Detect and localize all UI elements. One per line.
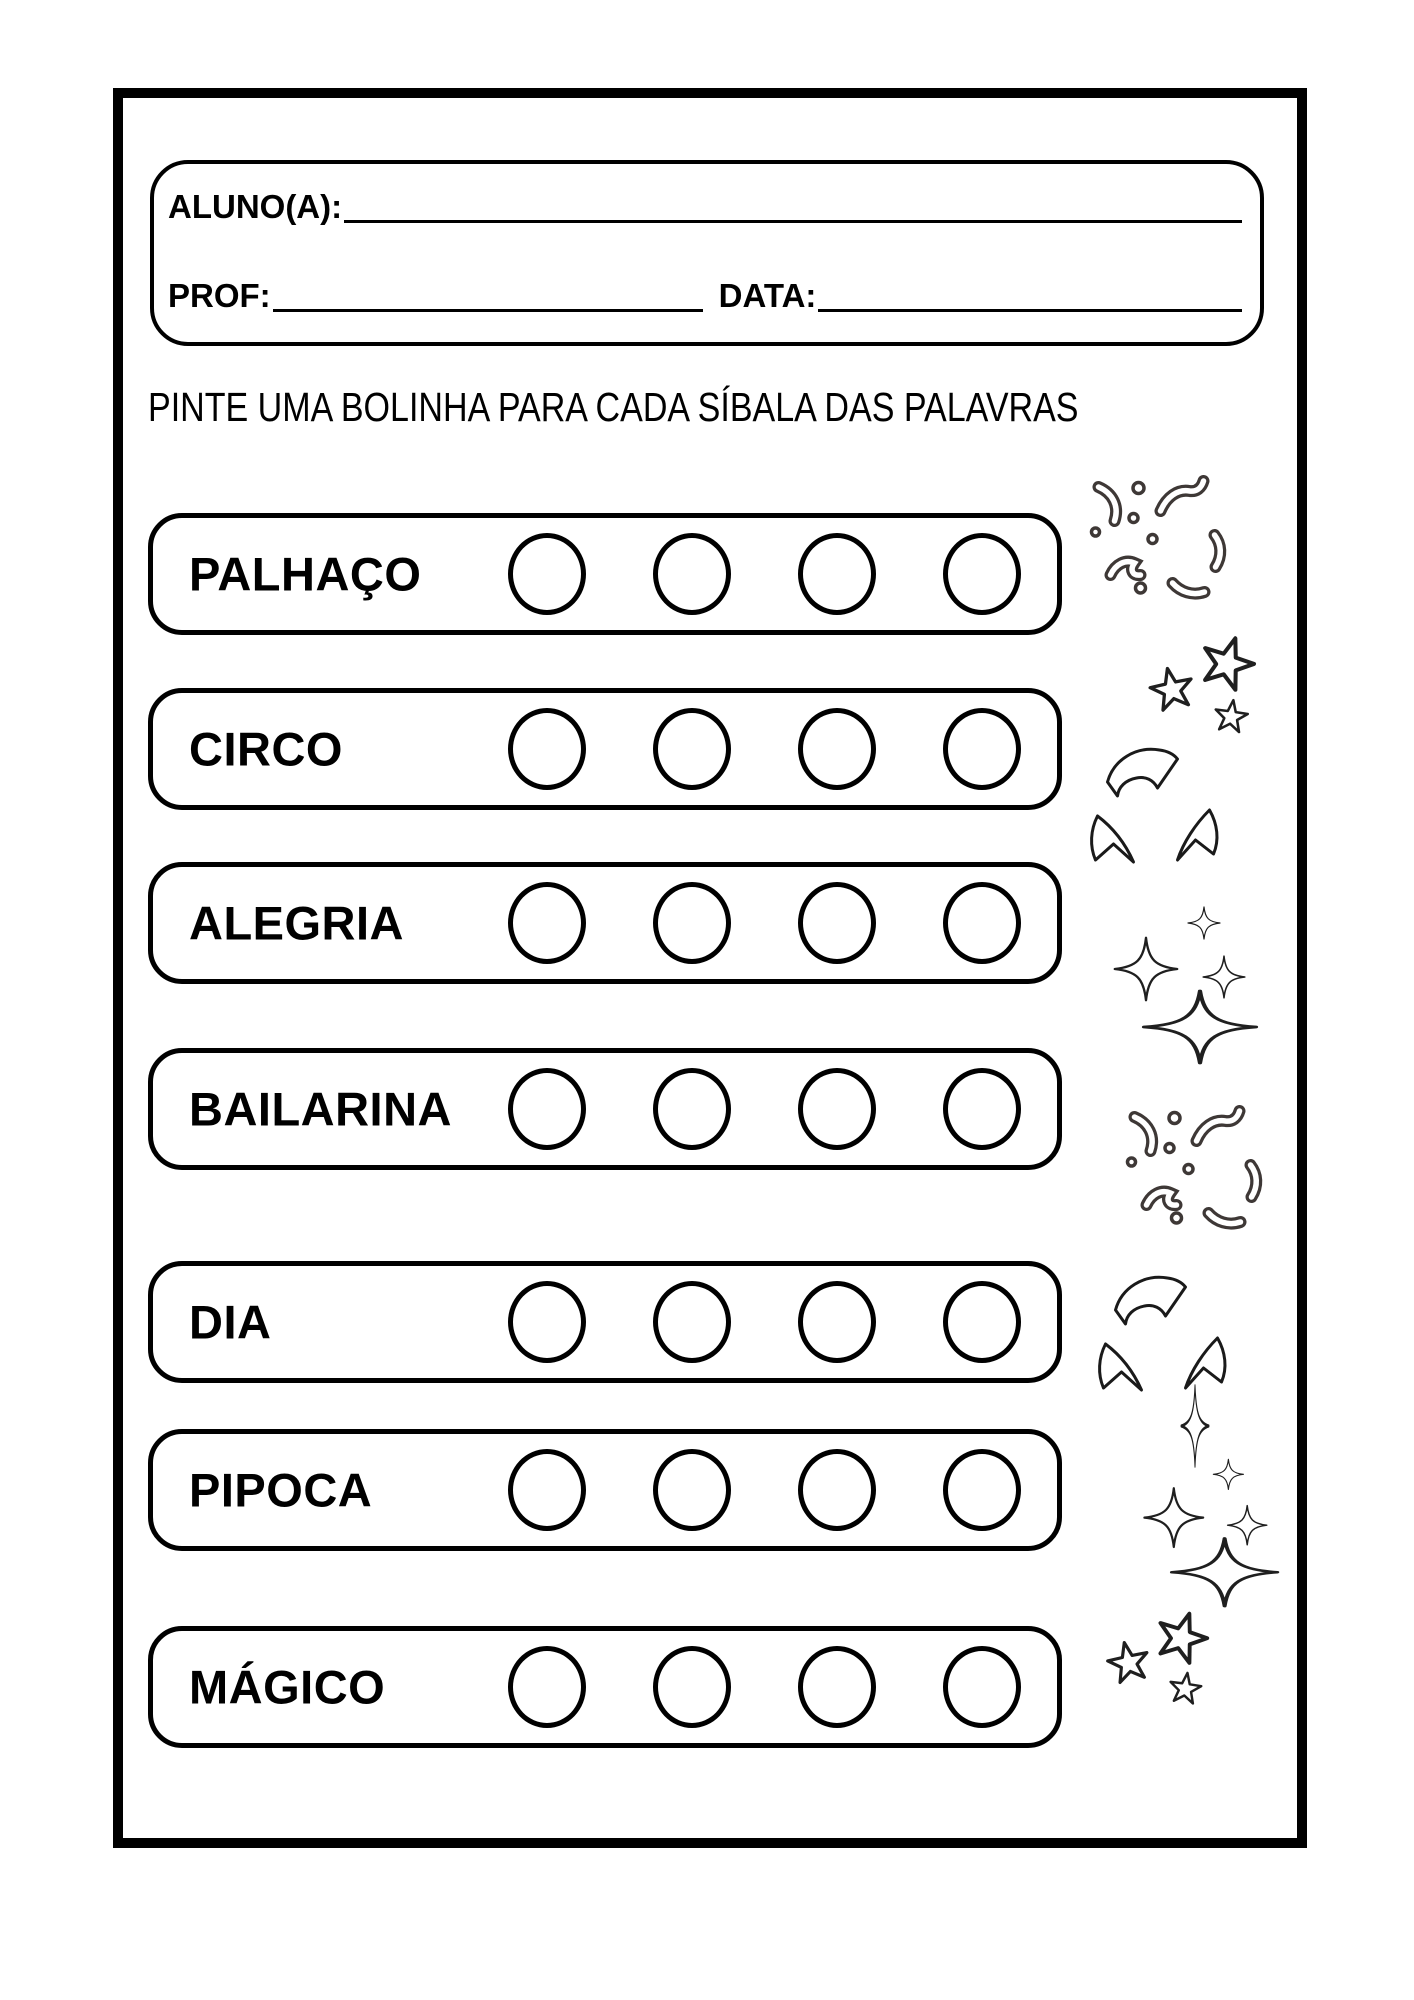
data-input-line[interactable] [818,279,1242,312]
syllable-circle[interactable] [798,1646,876,1728]
syllable-circle[interactable] [653,1068,731,1150]
syllable-circle[interactable] [943,708,1021,790]
syllable-circle[interactable] [798,882,876,964]
syllable-circle[interactable] [798,1068,876,1150]
word-row-bailarina [148,1048,1062,1170]
word-row-circo [148,688,1062,810]
word-row-alegria [148,862,1062,984]
syllable-circle[interactable] [653,1449,731,1531]
syllable-circle[interactable] [508,533,586,615]
instruction-text: PINTE UMA BOLINHA PARA CADA SÍBALA DAS PALAVRAS [148,384,1079,430]
stars-icon [1088,1598,1223,1713]
syllable-circle[interactable] [943,533,1021,615]
syllable-circle[interactable] [943,1646,1021,1728]
syllable-circle[interactable] [943,1068,1021,1150]
syllable-circle[interactable] [653,533,731,615]
prof-data-line [168,279,1242,312]
word-row-pipoca [148,1429,1062,1551]
sparkles-icon [1128,1448,1293,1608]
syllable-circle[interactable] [508,1068,586,1150]
word-label: ALEGRIA [189,896,404,950]
word-row-palhaco [148,513,1062,635]
streamers-icon [1072,740,1235,890]
syllable-circle[interactable] [508,1646,586,1728]
syllable-circle[interactable] [943,1281,1021,1363]
syllable-circle[interactable] [943,1449,1021,1531]
word-label: DIA [189,1295,272,1349]
syllable-circle[interactable] [653,882,731,964]
syllable-circle[interactable] [508,1449,586,1531]
confetti-icon [1108,1105,1288,1255]
student-info-box [150,160,1264,346]
streamers-icon [1080,1268,1243,1418]
stars-icon [1130,622,1270,742]
syllable-circle[interactable] [653,708,731,790]
confetti-icon [1072,475,1252,625]
aluno-input-line[interactable] [344,190,1242,223]
syllable-circle[interactable] [653,1646,731,1728]
word-label: MÁGICO [189,1660,386,1714]
word-row-dia [148,1261,1062,1383]
aluno-label: ALUNO(A): [168,188,343,225]
word-label: CIRCO [189,722,343,776]
word-label: PIPOCA [189,1463,373,1517]
data-label: DATA: [718,277,817,314]
syllable-circle[interactable] [798,1449,876,1531]
aluno-line [168,190,1242,223]
word-label: PALHAÇO [189,547,422,601]
syllable-circle[interactable] [508,882,586,964]
syllable-circle[interactable] [943,882,1021,964]
prof-input-line[interactable] [273,279,703,312]
word-row-magico [148,1626,1062,1748]
syllable-circle[interactable] [508,708,586,790]
syllable-circle[interactable] [798,1281,876,1363]
syllable-circle[interactable] [653,1281,731,1363]
syllable-circle[interactable] [798,708,876,790]
prof-label: PROF: [168,277,271,314]
syllable-circle[interactable] [798,533,876,615]
sparkles-icon [1100,895,1270,1065]
word-label: BAILARINA [189,1082,452,1136]
syllable-circle[interactable] [508,1281,586,1363]
